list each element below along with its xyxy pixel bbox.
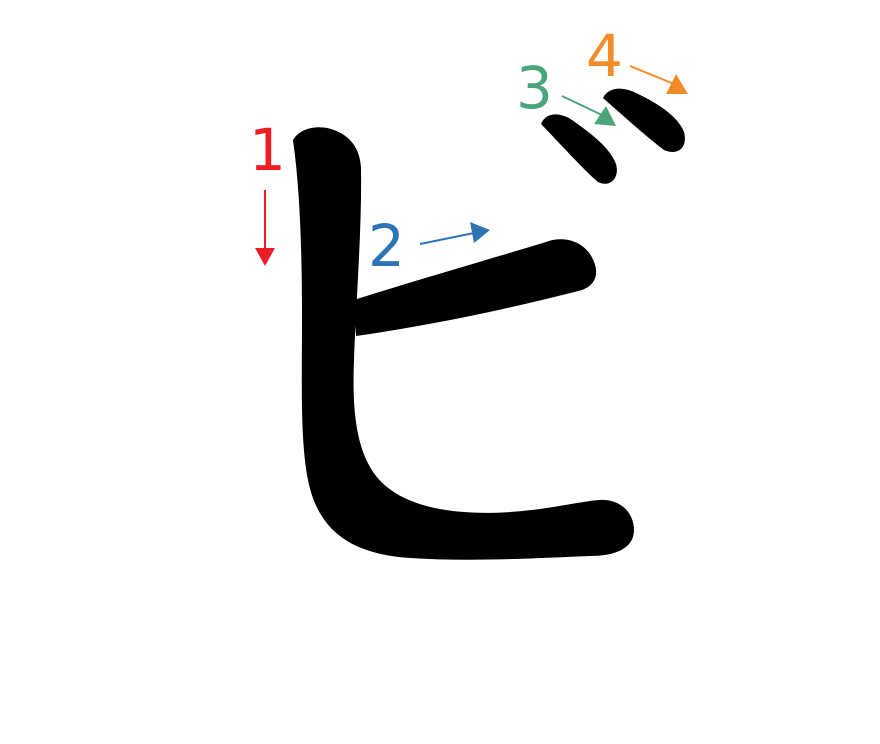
stroke-2-number: 2 bbox=[368, 212, 405, 280]
stroke-1-indicator bbox=[249, 116, 286, 266]
stroke-4-arrow-line bbox=[630, 66, 674, 84]
stroke-3-number: 3 bbox=[516, 54, 553, 122]
stroke-4-shape bbox=[603, 89, 685, 152]
stroke-2-arrowhead bbox=[470, 222, 490, 243]
stroke-4-indicator bbox=[586, 22, 688, 94]
stroke-1-shape bbox=[293, 127, 634, 559]
stroke-1-arrowhead bbox=[255, 248, 275, 266]
character-glyph bbox=[293, 89, 685, 560]
stroke-3-arrowhead bbox=[594, 106, 616, 126]
stroke-1-number: 1 bbox=[249, 116, 286, 184]
stroke-2-arrow-line bbox=[420, 233, 474, 244]
stroke-3-arrow-line bbox=[562, 96, 604, 116]
stroke-4-arrowhead bbox=[666, 74, 688, 94]
stroke-4-number: 4 bbox=[586, 22, 623, 90]
